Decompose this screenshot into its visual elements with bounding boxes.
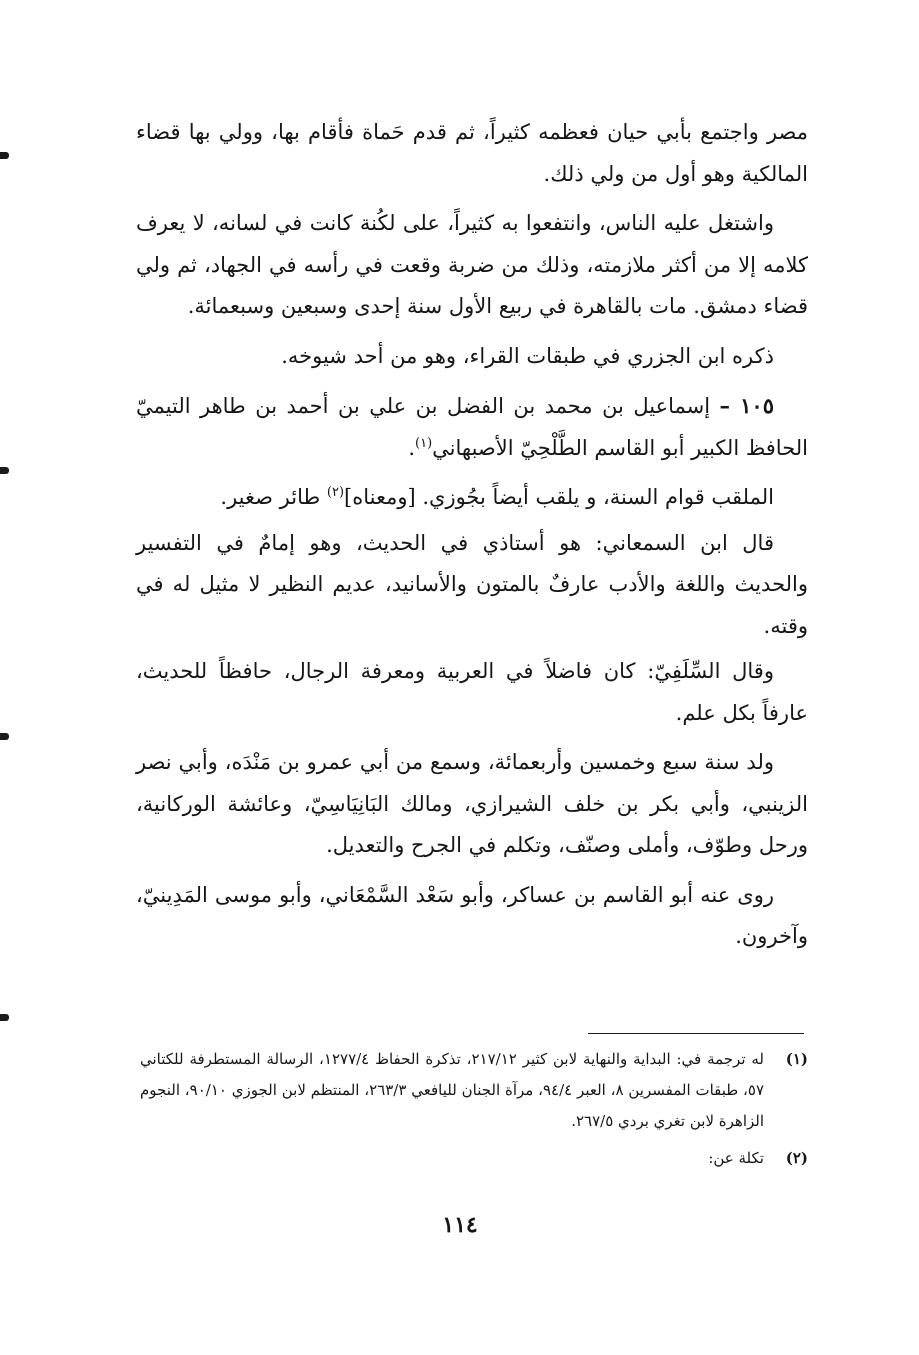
footnote-item [140, 1143, 808, 1174]
paragraph-biography: واشتغل عليه الناس، وانتفعوا به كثيراً، على لكُنة كانت في لسانه، لا يعرف كلامه إلا من أكثر ملازمته، وذلك من ضربة وقعت في رأسه في الجهاد، ثم ولي قضاء دمشق. مات بالقاهرة في ربيع الأول سنة إحدى وسبعين وسبعمائة. [136, 211, 808, 318]
scan-edge-mark [0, 467, 9, 474]
footnote-ref-2[interactable]: (٢) [326, 485, 345, 500]
footnotes [140, 1044, 808, 1180]
paragraph-silafi-quote: وقال السِّلَفِيّ: كان فاضلاً في العربية ومعرفة الرجال، حافظاً للحديث، عارفاً بكل علم. [136, 659, 808, 725]
footnote-marker: (١) [785, 1050, 808, 1068]
laqab-text: الملقب قوام السنة، و يلقب أيضاً بجُوزي. [ومعناه] [344, 485, 774, 509]
laqab-meaning: طائر صغير. [220, 485, 321, 509]
paragraph-narrators: روى عنه أبو القاسم بن عساكر، وأبو سَعْد السَّمْعَاني، وأبو موسى المَدِينيّ، وآخرون. [136, 882, 808, 948]
footnote-text: له ترجمة في: البداية والنهاية لابن كثير ٢١٧/١٢، تذكرة الحفاظ ١٢٧٧/٤، الرسالة المستطرفة للكتاني ٥٧، طبقات المفسرين ٨، العبر ٩٤/٤، مرآة الجنان لليافعي ٢٦٣/٣، المنتظم لابن الجوزي ٩٠/١٠، النجوم الزاهرة لابن تغري بردي ٢٦٧/٥. [140, 1050, 765, 1130]
main-text [136, 112, 808, 966]
footnote-divider [588, 1033, 804, 1034]
scan-edge-mark [0, 733, 9, 740]
footnote-item [140, 1044, 808, 1137]
paragraph-birth: ولد سنة سبع وخمسين وأربعمائة، وسمع من أبي عمرو بن مَنْدَه، وأبي نصر الزينبي، وأبي بكر بن خلف الشيرازي، ومالك البَانِيَاسِيّ، وعائشة الوركانية، ورحل وطوّف، وأملى وصنّف، وتكلم في الجرح والتعديل. [136, 750, 808, 857]
paragraph-samaani-quote: قال ابن السمعاني: هو أستاذي في الحديث، وهو إمامٌ في التفسير والحديث واللغة والأدب عارفٌ بالمتون والأسانيد، عديم النظير لا مثيل له في وقته. [136, 530, 808, 638]
entry-name: إسماعيل بن محمد بن الفضل بن علي بن أحمد بن طاهر التيميّ الحافظ الكبير أبو القاسم الطَّلْحِيّ الأصبهاني [136, 394, 808, 460]
scan-edge-mark [0, 152, 9, 159]
footnote-text: تكلة عن: [708, 1149, 764, 1167]
entry-number: ١٠٥ – [719, 393, 774, 418]
paragraph-citation: ذكره ابن الجزري في طبقات القراء، وهو من أحد شيوخه. [281, 343, 774, 368]
footnote-ref-1[interactable]: (١) [415, 435, 433, 451]
entry-heading [136, 385, 808, 469]
scan-edge-mark [0, 1014, 9, 1021]
page-number: ١١٤ [442, 1212, 478, 1238]
entry-end: . [408, 435, 415, 460]
paragraph-laqab [136, 477, 808, 519]
paragraph-continuation: مصر واجتمع بأبي حيان فعظمه كثيراً، ثم قدم حَماة فأقام بها، وولي بها قضاء المالكية وهو أول من ولي ذلك. [136, 120, 808, 186]
footnote-marker: (٢) [785, 1149, 808, 1167]
